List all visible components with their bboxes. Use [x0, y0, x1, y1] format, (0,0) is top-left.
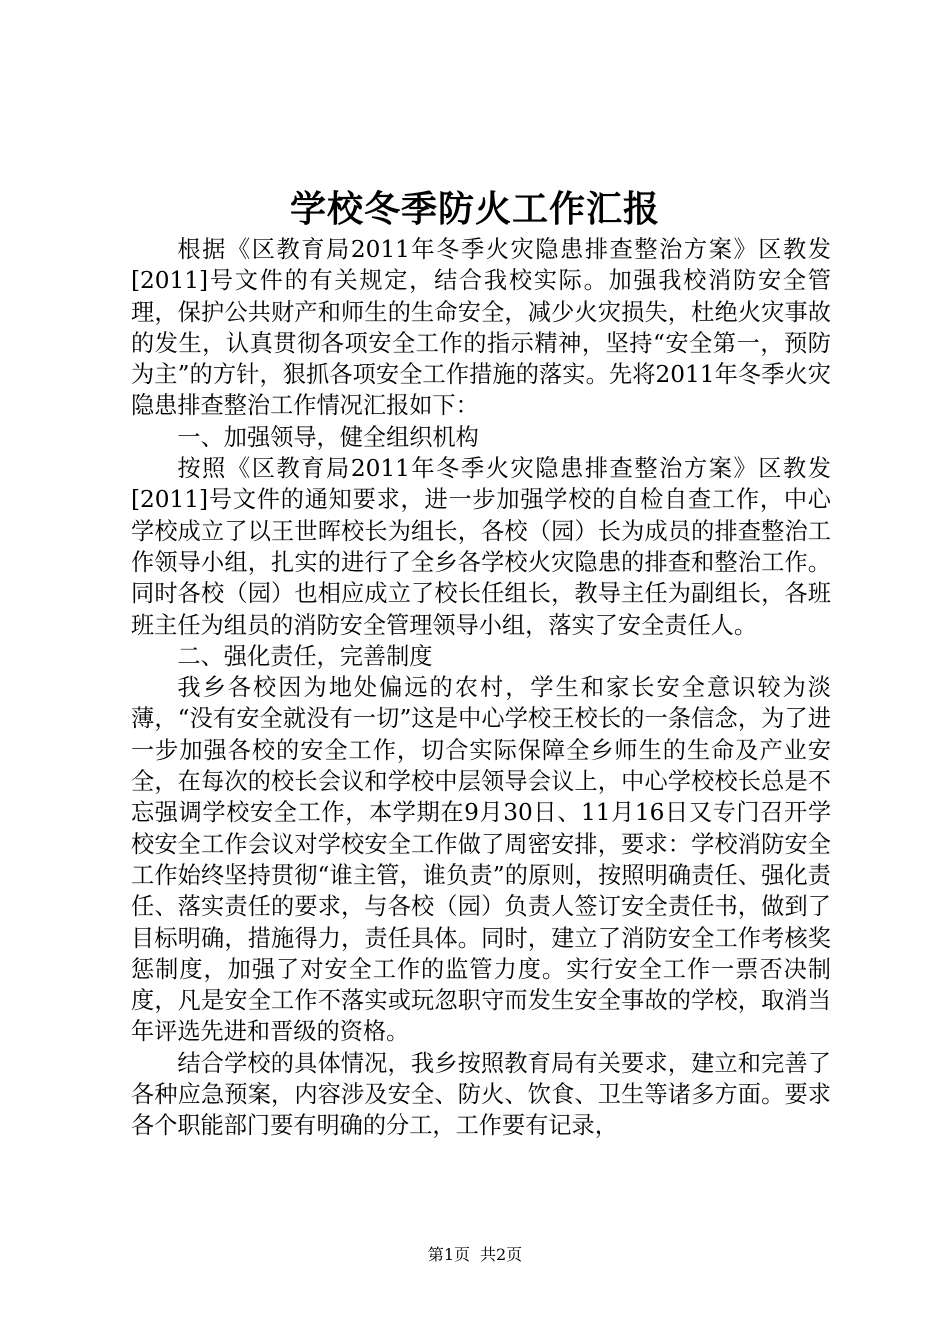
- paragraph-section-1: 按照《区教育局2011年冬季火灾隐患排查整治方案》区教发[2011]号文件的通知要求，进一步加强学校的自检自查工作，中心学校成立了以王世晖校长为组长，各校（园）长为成员的排查整治工作领导小组，扎实的进行了全乡各学校火灾隐患的排查和整治工作。同时各校（园）也相应成立了校长任组长，教导主任为副组长，各班班主任为组员的消防安全管理领导小组，落实了安全责任人。: [131, 455, 831, 639]
- paragraph-section-2: 我乡各校因为地处偏远的农村，学生和家长安全意识较为淡薄，“没有安全就没有一切”这是中心学校王校长的一条信念，为了进一步加强各校的安全工作，切合实际保障全乡师生的生命及产业安全，在每次的校长会议和学校中层领导会议上，中心学校校长总是不忘强调学校安全工作，本学期在9月30日、11月16日又专门召开学校安全工作会议对学校安全工作做了周密安排，要求：学校消防安全工作始终坚持贯彻“谁主管，谁负责”的原则，按照明确责任、强化责任、落实责任的要求，与各校（园）负责人签订安全责任书，做到了目标明确，措施得力，责任具体。同时，建立了消防安全工作考核奖惩制度，加强了对安全工作的监管力度。实行安全工作一票否决制度，凡是安全工作不落实或玩忽职守而发生安全事故的学校，取消当年评选先进和晋级的资格。: [131, 674, 831, 1046]
- paragraph-intro: 根据《区教育局2011年冬季火灾隐患排查整治方案》区教发[2011]号文件的有关规定，结合我校实际。加强我校消防安全管理，保护公共财产和师生的生命安全，减少火灾损失，杜绝火灾事故的发生，认真贯彻各项安全工作的指示精神，坚持“安全第一，预防为主”的方针，狠抓各项安全工作措施的落实。先将2011年冬季火灾隐患排查整治工作情况汇报如下：: [131, 236, 831, 420]
- section-heading-2: 二、强化责任，完善制度: [177, 642, 433, 670]
- page-number-total: 共2页: [480, 1245, 523, 1264]
- document-title: 学校冬季防火工作汇报: [289, 188, 660, 230]
- page-number-current: 第1页: [427, 1245, 470, 1264]
- section-heading-1: 一、加强领导，健全组织机构: [177, 423, 479, 451]
- paragraph-section-2-cont: 结合学校的具体情况，我乡按照教育局有关要求，建立和完善了各种应急预案，内容涉及安全、防火、饮食、卫生等诸多方面。要求各个职能部门要有明确的分工，工作要有记录，: [131, 1049, 831, 1140]
- page-footer: [0, 1244, 950, 1266]
- document-body: [131, 234, 831, 1142]
